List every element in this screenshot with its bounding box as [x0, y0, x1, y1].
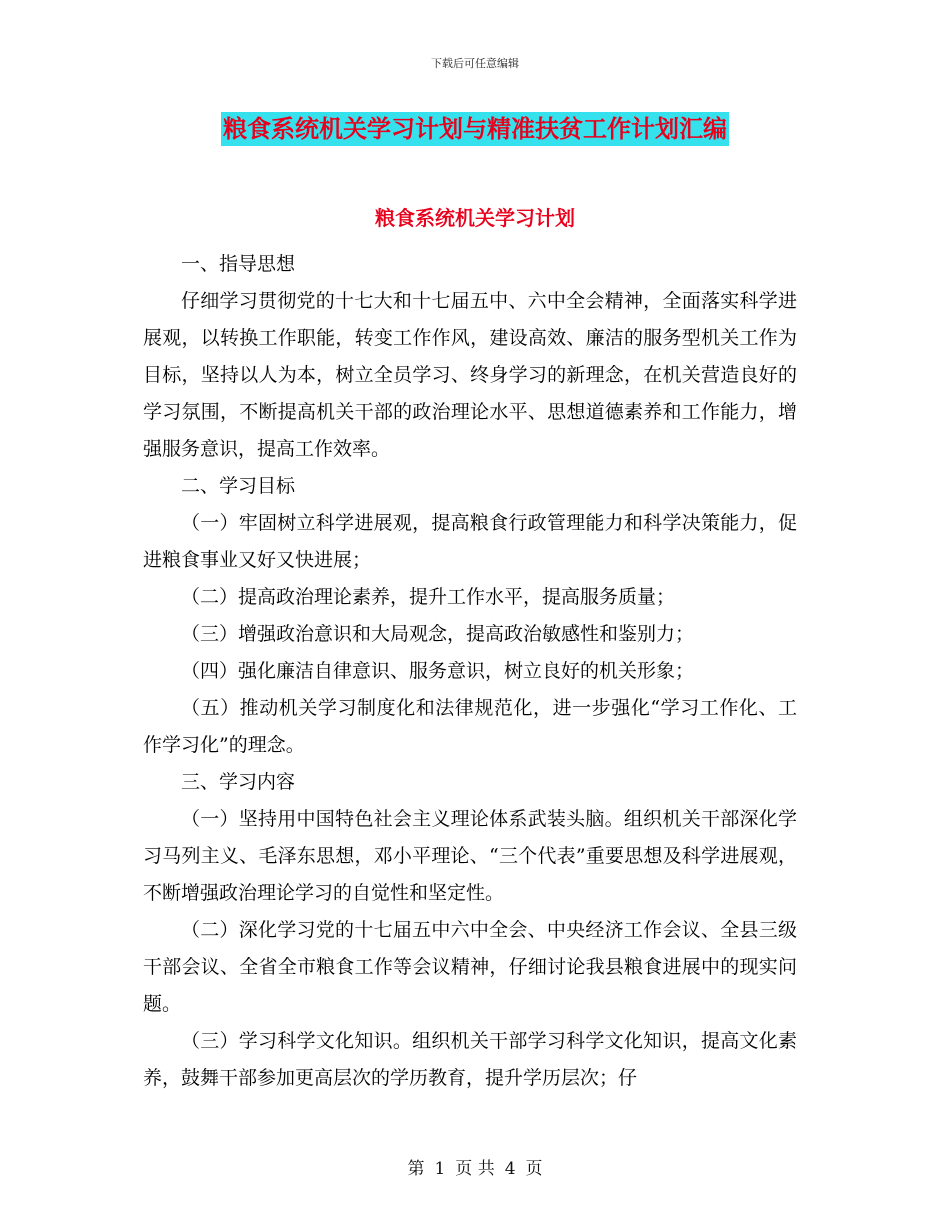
header-note: 下载后可任意编辑	[431, 57, 519, 70]
document-body	[143, 246, 797, 1097]
heading-learning-goals: 二、学习目标	[181, 475, 296, 497]
paragraph: 仔细学习贯彻党的十七大和十七届五中、六中全会精神，全面落实科学进展观，以转换工作职能，转变工作作风，建设高效、廉洁的服务型机关工作为目标，坚持以人为本，树立全员学习、终身学习的新理念，在机关营造良好的学习氛围，不断提高机关干部的政治理论水平、思想道德素养和工作能力，增强服务意识，提高工作效率。	[143, 290, 797, 460]
footer-suffix: 页	[525, 1159, 543, 1179]
footer-prefix: 第	[407, 1159, 425, 1179]
page-footer	[0, 1154, 950, 1179]
footer-middle: 页 共	[455, 1159, 495, 1179]
section-title: 粮食系统机关学习计划	[375, 206, 575, 230]
list-item: （一）坚持用中国特色社会主义理论体系武装头脑。组织机关干部深化学习马列主义、毛泽东思想，邓小平理论、“三个代表”重要思想及科学进展观，不断增强政治理论学习的自觉性和坚定性。	[143, 808, 797, 904]
list-item: （二）深化学习党的十七届五中六中全会、中央经济工作会议、全县三级干部会议、全省全市粮食工作等会议精神，仔细讨论我县粮食进展中的现实问题。	[143, 919, 797, 1015]
list-item: （三）增强政治意识和大局观念，提高政治敏感性和鉴别力；	[181, 623, 695, 645]
heading-guiding-thought: 一、指导思想	[181, 253, 296, 275]
footer-page-number: 1	[434, 1159, 446, 1179]
list-item: （三）学习科学文化知识。组织机关干部学习科学文化知识，提高文化素养，鼓舞干部参加更高层次的学历教育，提升学历层次；仔	[143, 1030, 797, 1089]
list-item: （一）牢固树立科学进展观，提高粮食行政管理能力和科学决策能力，促进粮食事业又好又快进展；	[143, 512, 797, 571]
list-item: （二）提高政治理论素养，提升工作水平，提高服务质量；	[181, 586, 676, 608]
document-title-wrap	[0, 112, 950, 146]
document-title: 粮食系统机关学习计划与精准扶贫工作计划汇编	[221, 112, 729, 146]
list-item: （四）强化廉洁自律意识、服务意识，树立良好的机关形象；	[181, 660, 695, 682]
list-item: （五）推动机关学习制度化和法律规范化，进一步强化“学习工作化、工作学习化”的理念。	[143, 697, 797, 756]
footer-total-pages: 4	[504, 1159, 516, 1179]
heading-learning-content: 三、学习内容	[181, 771, 296, 793]
